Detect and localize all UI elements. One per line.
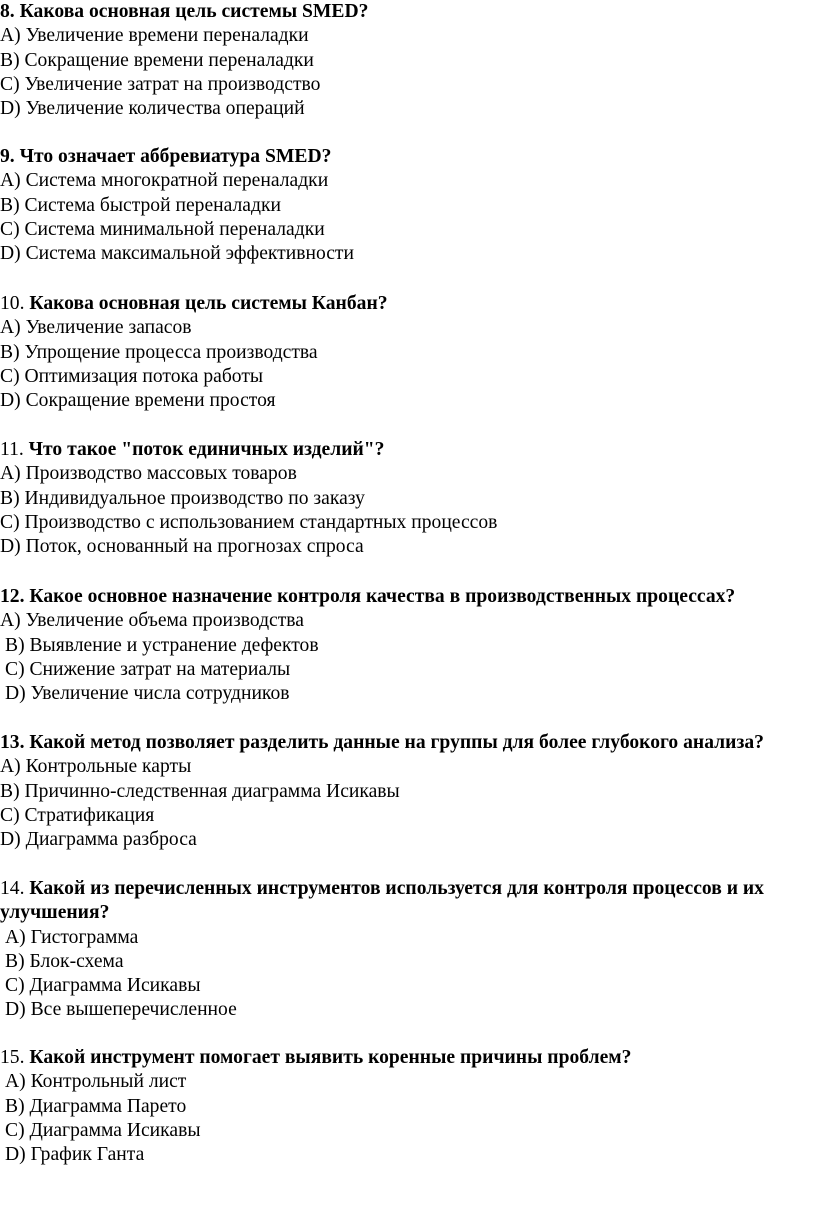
- question-number: 14.: [0, 878, 25, 899]
- question-title: [0, 0, 816, 24]
- question-8: [0, 0, 816, 121]
- answer-option-a: A) Увеличение времени переналадки: [0, 25, 309, 47]
- question-title: [0, 731, 816, 755]
- question-text: Какой из перечисленных инструментов используется для контроля процессов и их улучшения?: [0, 878, 764, 924]
- answer-option-c: C) Производство с использованием стандартных процессов: [0, 511, 498, 533]
- answer-option-a: A) Контрольный лист: [5, 1071, 187, 1093]
- answer-option-a: A) Система многократной переналадки: [0, 170, 329, 192]
- answer-option-d: D) Все вышеперечисленное: [5, 999, 237, 1021]
- answer-option-a: A) Увеличение объема производства: [0, 610, 304, 632]
- answer-option-a: A) Гистограмма: [5, 926, 139, 948]
- question-15: [0, 1046, 816, 1167]
- answer-option-b: B) Сокращение времени переналадки: [0, 49, 314, 71]
- answer-option-c: C) Оптимизация потока работы: [0, 365, 264, 387]
- answer-option-d: D) Увеличение числа сотрудников: [5, 683, 290, 705]
- question-text: Какое основное назначение контроля качества в производственных процессах?: [29, 586, 736, 607]
- answer-option-c: C) Диаграмма Исикавы: [5, 975, 201, 997]
- question-9: [0, 145, 816, 266]
- question-number: 12.: [0, 586, 25, 607]
- answer-option-a: A) Контрольные карты: [0, 756, 192, 778]
- question-12: [0, 585, 816, 706]
- question-text: Какой инструмент помогает выявить коренные причины проблем?: [29, 1047, 632, 1068]
- answer-option-c: C) Стратификация: [0, 804, 155, 826]
- question-13: [0, 731, 816, 852]
- answer-option-d: D) Система максимальной эффективности: [0, 243, 354, 265]
- question-text: Что означает аббревиатура SMED?: [19, 146, 332, 167]
- answer-option-d: D) Увеличение количества операций: [0, 98, 305, 120]
- answer-option-d: D) Диаграмма разброса: [0, 829, 197, 851]
- answer-option-b: B) Выявление и устранение дефектов: [5, 634, 319, 656]
- answer-option-a: A) Производство массовых товаров: [0, 463, 297, 485]
- answer-option-d: D) График Ганта: [5, 1144, 145, 1166]
- answer-option-b: B) Система быстрой переналадки: [0, 194, 281, 216]
- answer-option-b: B) Причинно-следственная диаграмма Исикавы: [0, 780, 400, 802]
- question-title: [0, 438, 816, 462]
- answer-option-b: B) Упрощение процесса производства: [0, 341, 318, 363]
- question-10: [0, 292, 816, 413]
- question-title: [0, 1046, 816, 1070]
- answer-option-d: D) Поток, основанный на прогнозах спроса: [0, 536, 364, 558]
- question-number: 11.: [0, 439, 24, 460]
- question-title: [0, 145, 816, 169]
- question-number: 10.: [0, 293, 25, 314]
- question-title: [0, 877, 812, 926]
- question-number: 13.: [0, 732, 25, 753]
- question-text: Какова основная цель системы SMED?: [19, 1, 369, 22]
- question-text: Что такое "поток единичных изделий"?: [28, 439, 385, 460]
- answer-option-b: B) Блок-схема: [5, 950, 124, 972]
- answer-option-d: D) Сокращение времени простоя: [0, 390, 276, 412]
- answer-option-c: C) Увеличение затрат на производство: [0, 73, 321, 95]
- question-number: 9.: [0, 146, 15, 167]
- question-number: 15.: [0, 1047, 25, 1068]
- answer-option-c: C) Диаграмма Исикавы: [5, 1119, 201, 1141]
- question-number: 8.: [0, 1, 15, 22]
- question-text: Какова основная цель системы Канбан?: [29, 293, 388, 314]
- question-14: [0, 877, 816, 1023]
- question-title: [0, 585, 816, 609]
- answer-option-c: C) Система минимальной переналадки: [0, 218, 325, 240]
- answer-option-a: A) Увеличение запасов: [0, 317, 192, 339]
- question-title: [0, 292, 816, 316]
- question-11: [0, 438, 816, 559]
- answer-option-b: B) Диаграмма Парето: [5, 1095, 187, 1117]
- answer-option-b: B) Индивидуальное производство по заказу: [0, 487, 365, 509]
- question-text: Какой метод позволяет разделить данные на группы для более глубокого анализа?: [29, 732, 764, 753]
- answer-option-c: C) Снижение затрат на материалы: [5, 658, 291, 680]
